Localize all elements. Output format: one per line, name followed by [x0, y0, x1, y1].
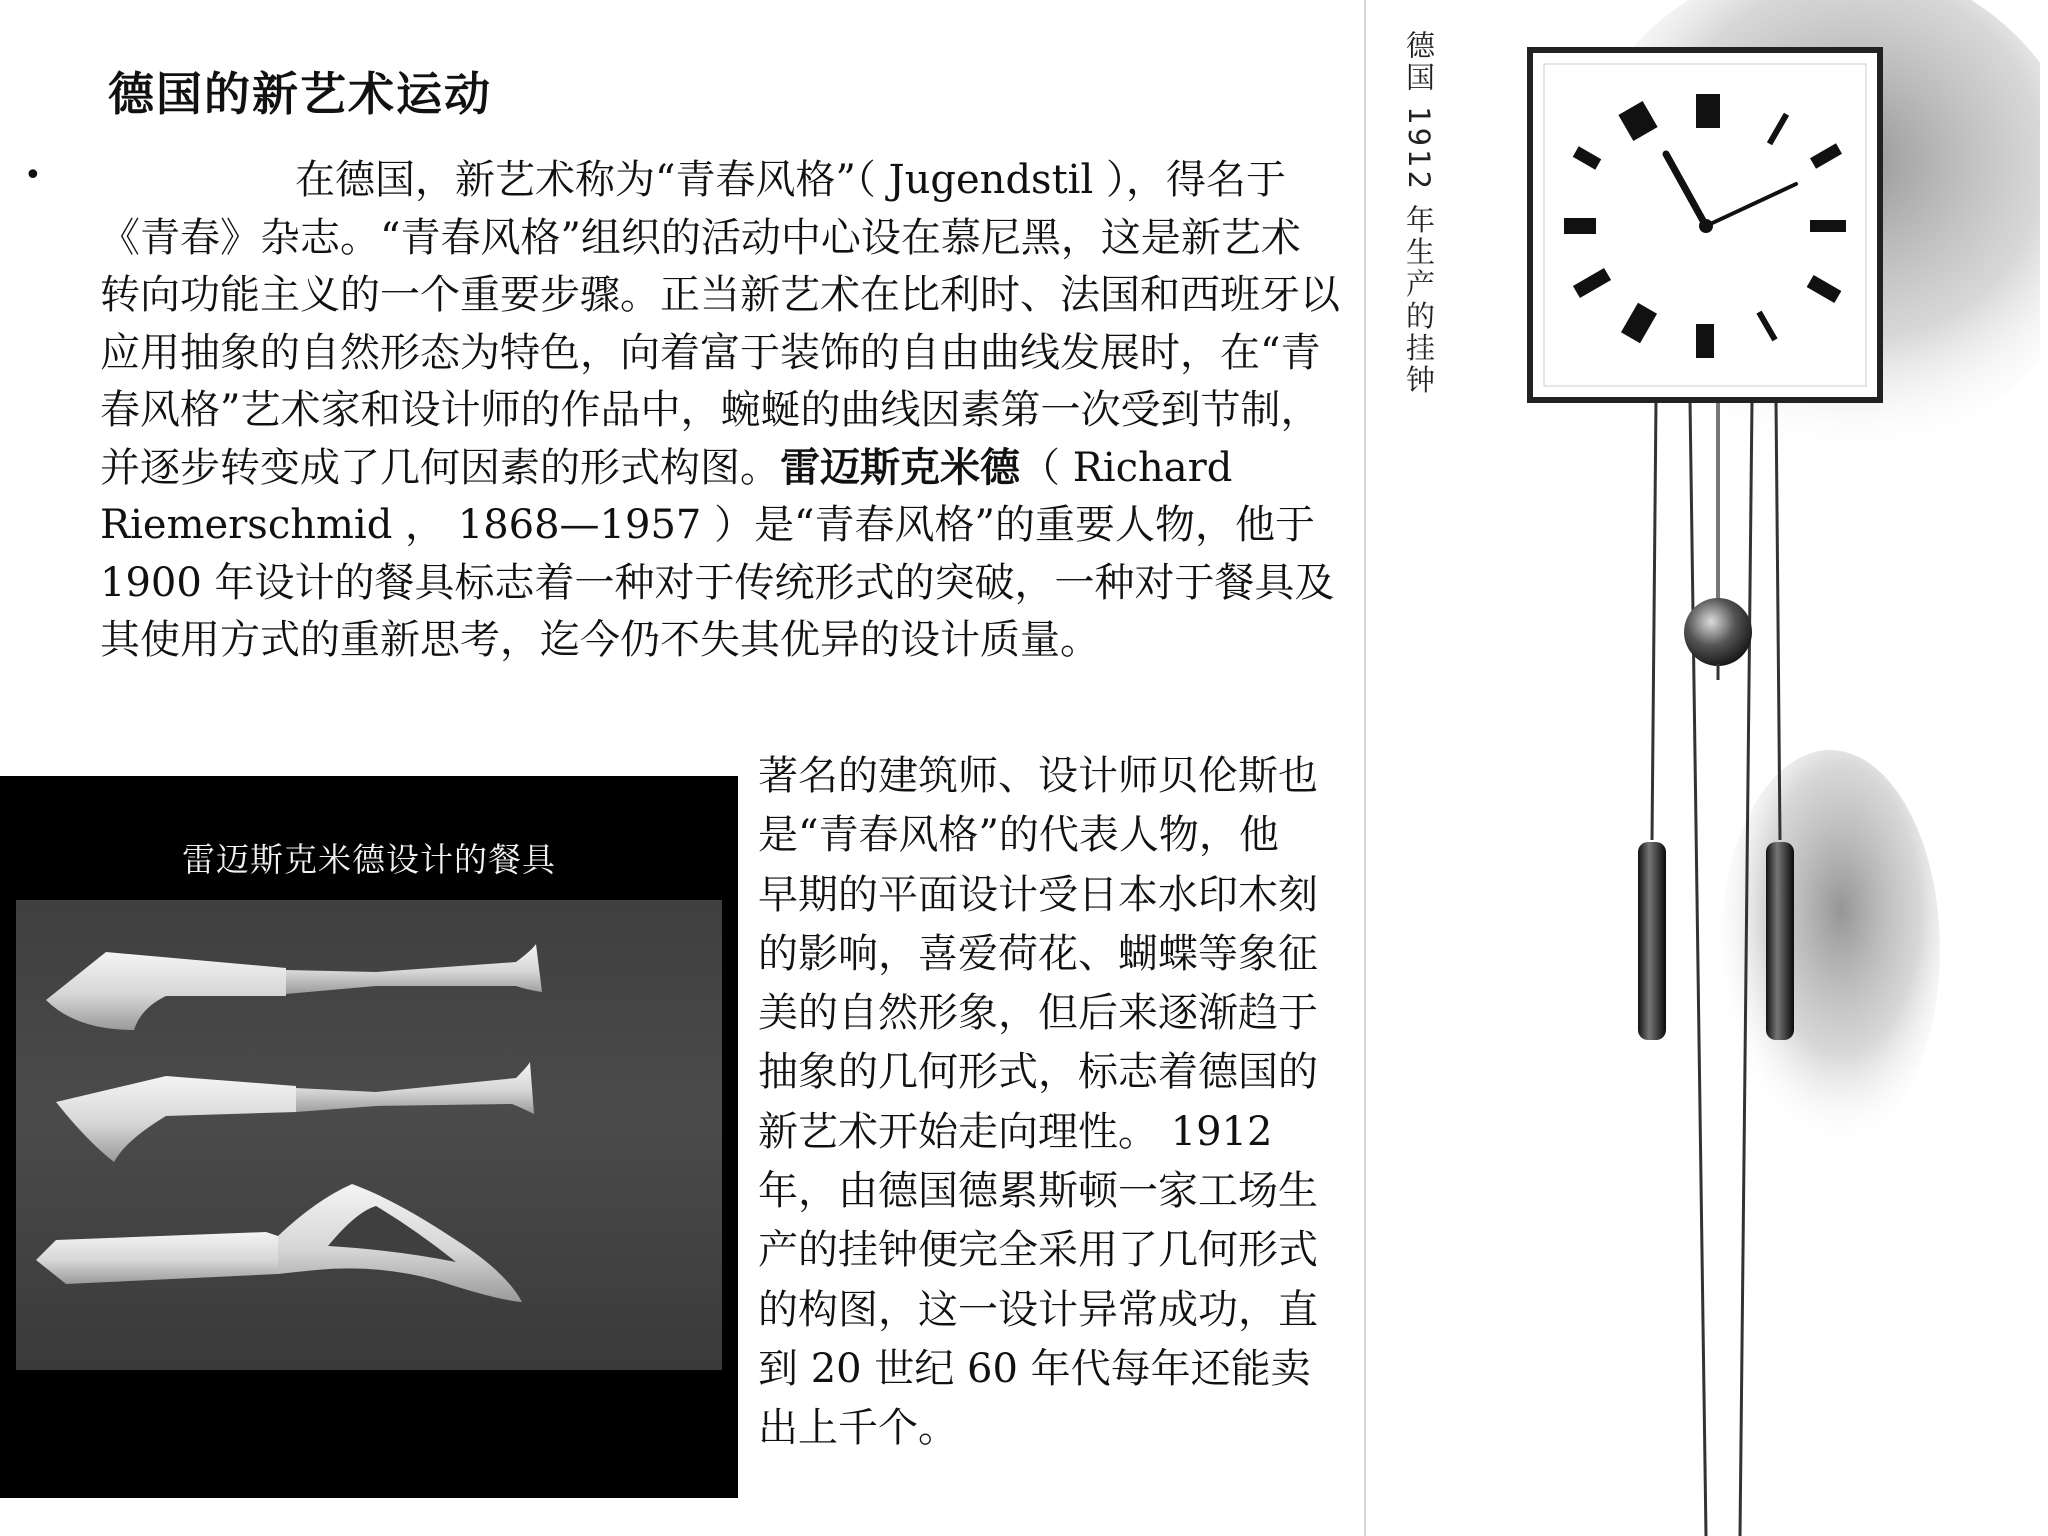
pendulum-bob [1684, 598, 1752, 666]
page-title: 德国的新艺术运动 [108, 67, 492, 121]
inner-left-chain [1690, 400, 1706, 1536]
behrens-paragraph: 著名的建筑师、设计师贝伦斯也是“青春风格”的代表人物，他早期的平面设计受日本水印木刻的影响，喜爱荷花、蝴蝶等象征美的自然形象，但后来逐渐趋于抽象的几何形式，标志着德国的新艺术开始走向理性。 1912 年，由德国德累斯顿一家工场生产的挂钟便完全采用了几何形式的构图，这一设计异常成功，直到 20 世纪 60 年代每年还能卖出上千个。 [758, 753, 1318, 1452]
intro-text-continued: （ Richard Riemerschmid ， 1868—1957 ）是“青春风格”的重要人物，他于 1900 年设计的餐具标志着一种对于传统形式的突破，一种对于餐具及其使用方式的重新思考，迄今仍不失其优异的设计质量。 [100, 444, 1335, 663]
clock-caption: 德国 1912 年生产的挂钟 [1402, 30, 1436, 397]
left-weight [1638, 842, 1666, 1040]
cutlery-photo [0, 776, 738, 1498]
column-divider [1364, 0, 1366, 1536]
hands-pivot [1699, 219, 1713, 233]
cutlery-knife-1 [46, 944, 542, 1030]
cutlery-knife-2 [56, 1062, 534, 1162]
wall-clock-photo [1440, 0, 2040, 1536]
left-chain [1652, 400, 1656, 840]
cutlery-knife-3 [36, 1184, 522, 1302]
intro-paragraph [100, 152, 1340, 670]
right-weight [1766, 842, 1794, 1040]
right-chain [1776, 400, 1780, 840]
cutlery-drawing [16, 900, 722, 1370]
designer-name: 雷迈斯克米德 [780, 444, 1020, 491]
wall-clock-drawing [1440, 0, 2040, 1536]
weight-shadow [1720, 750, 1940, 1150]
bullet-marker: • [24, 158, 42, 193]
intro-text: 在德国，新艺术称为“青春风格”（ Jugendstil ），得名于《青春》杂志。“青春风格”组织的活动中心设在慕尼黑，这是新艺术转向功能主义的一个重要步骤。正当新艺术在比利时、法国和西班牙以应用抽象的自然形态为特色，向着富于装饰的自由曲线发展时，在“青春风格”艺术家和设计师的作品中，蜿蜒的曲线因素第一次受到节制，并逐步转变成了几何因素的形式构图。 [100, 157, 1340, 491]
cutlery-caption: 雷迈斯克米德设计的餐具 [182, 840, 556, 879]
cutlery-illustration [16, 900, 722, 1370]
